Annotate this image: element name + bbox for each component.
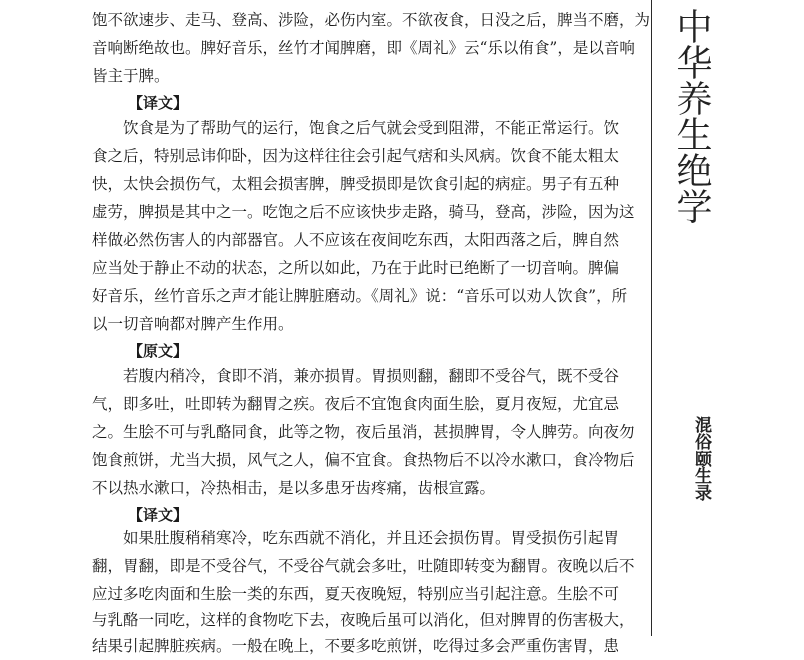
text-line: 应当处于静止不动的状态，之所以如此，乃在于此时已绝断了一切音响。脾偏 — [92, 259, 620, 277]
section-heading-translation: 【译文】 — [128, 94, 189, 112]
text-line: 虚劳，脾损是其中之一。吃饱之后不应该快步走路，骑马，登高，涉险，因为这 — [92, 203, 635, 221]
text-line: 与乳酪一同吃，这样的食物吃下去，夜晚后虽可以消化，但对脾胃的伤害极大， — [92, 611, 635, 629]
section-heading-translation: 【译文】 — [128, 506, 189, 524]
text-line: 不以热水漱口，冷热相击，是以多患牙齿疼痛，齿根宣露。 — [92, 479, 496, 497]
book-title: 中华养生绝学 — [671, 8, 712, 224]
section-heading-original: 【原文】 — [128, 342, 189, 360]
text-line: 之。生脍不可与乳酪同食，此等之物，夜后虽消，甚损脾胃，令人脾劳。向夜勿 — [92, 423, 635, 441]
text-line: 饮食是为了帮助气的运行，饱食之后气就会受到阻滞，不能正常运行。饮 — [92, 119, 620, 137]
text-line: 饱不欲速步、走马、登高、涉险，必伤内室。不欲夜食，日没之后，脾当不磨，为 — [92, 11, 651, 29]
text-line: 快，太快会损伤气，太粗会损害脾，脾受损即是饮食引起的病症。男子有五种 — [92, 175, 620, 193]
text-line: 皆主于脾。 — [92, 67, 170, 85]
text-line: 若腹内稍冷，食即不消，兼亦损胃。胃损则翻，翻即不受谷气，既不受谷 — [92, 367, 620, 385]
text-line: 好音乐，丝竹音乐之声才能让脾脏磨动。《周礼》说：“音乐可以劝人饮食”，所 — [92, 287, 628, 305]
text-line: 翻，胃翻，即是不受谷气，不受谷气就会多吐，吐随即转变为翻胃。夜晚以后不 — [92, 557, 635, 575]
text-line: 应过多吃肉面和生脍一类的东西，夏天夜晚短，特别应当引起注意。生脍不可 — [92, 585, 620, 603]
text-line: 以一切音响都对脾产生作用。 — [92, 315, 294, 333]
text-line: 结果引起脾脏疾病。一般在晚上，不要多吃煎饼，吃得过多会严重伤害胃，患 — [92, 637, 620, 655]
text-line: 音响断绝故也。脾好音乐，丝竹才闻脾磨，即《周礼》云“乐以侑食”，是以音响 — [92, 39, 635, 57]
chapter-subtitle: 混俗颐生录 — [691, 416, 711, 501]
margin-divider — [651, 0, 652, 636]
text-line: 饱食煎饼，尤当大损，风气之人，偏不宜食。食热物后不以冷水漱口，食冷物后 — [92, 451, 635, 469]
document-body — [92, 0, 651, 655]
text-line: 气，即多吐，吐即转为翻胃之疾。夜后不宜饱食肉面生脍，夏月夜短，尤宜忌 — [92, 395, 620, 413]
text-line: 样做必然伤害人的内部器官。人不应该在夜间吃东西，太阳西落之后，脾自然 — [92, 231, 620, 249]
text-line: 食之后，特别忌讳仰卧，因为这样往往会引起气痞和头风病。饮食不能太粗太 — [92, 147, 620, 165]
text-line: 如果肚腹稍稍寒冷，吃东西就不消化，并且还会损伤胃。胃受损伤引起胃 — [92, 529, 620, 547]
